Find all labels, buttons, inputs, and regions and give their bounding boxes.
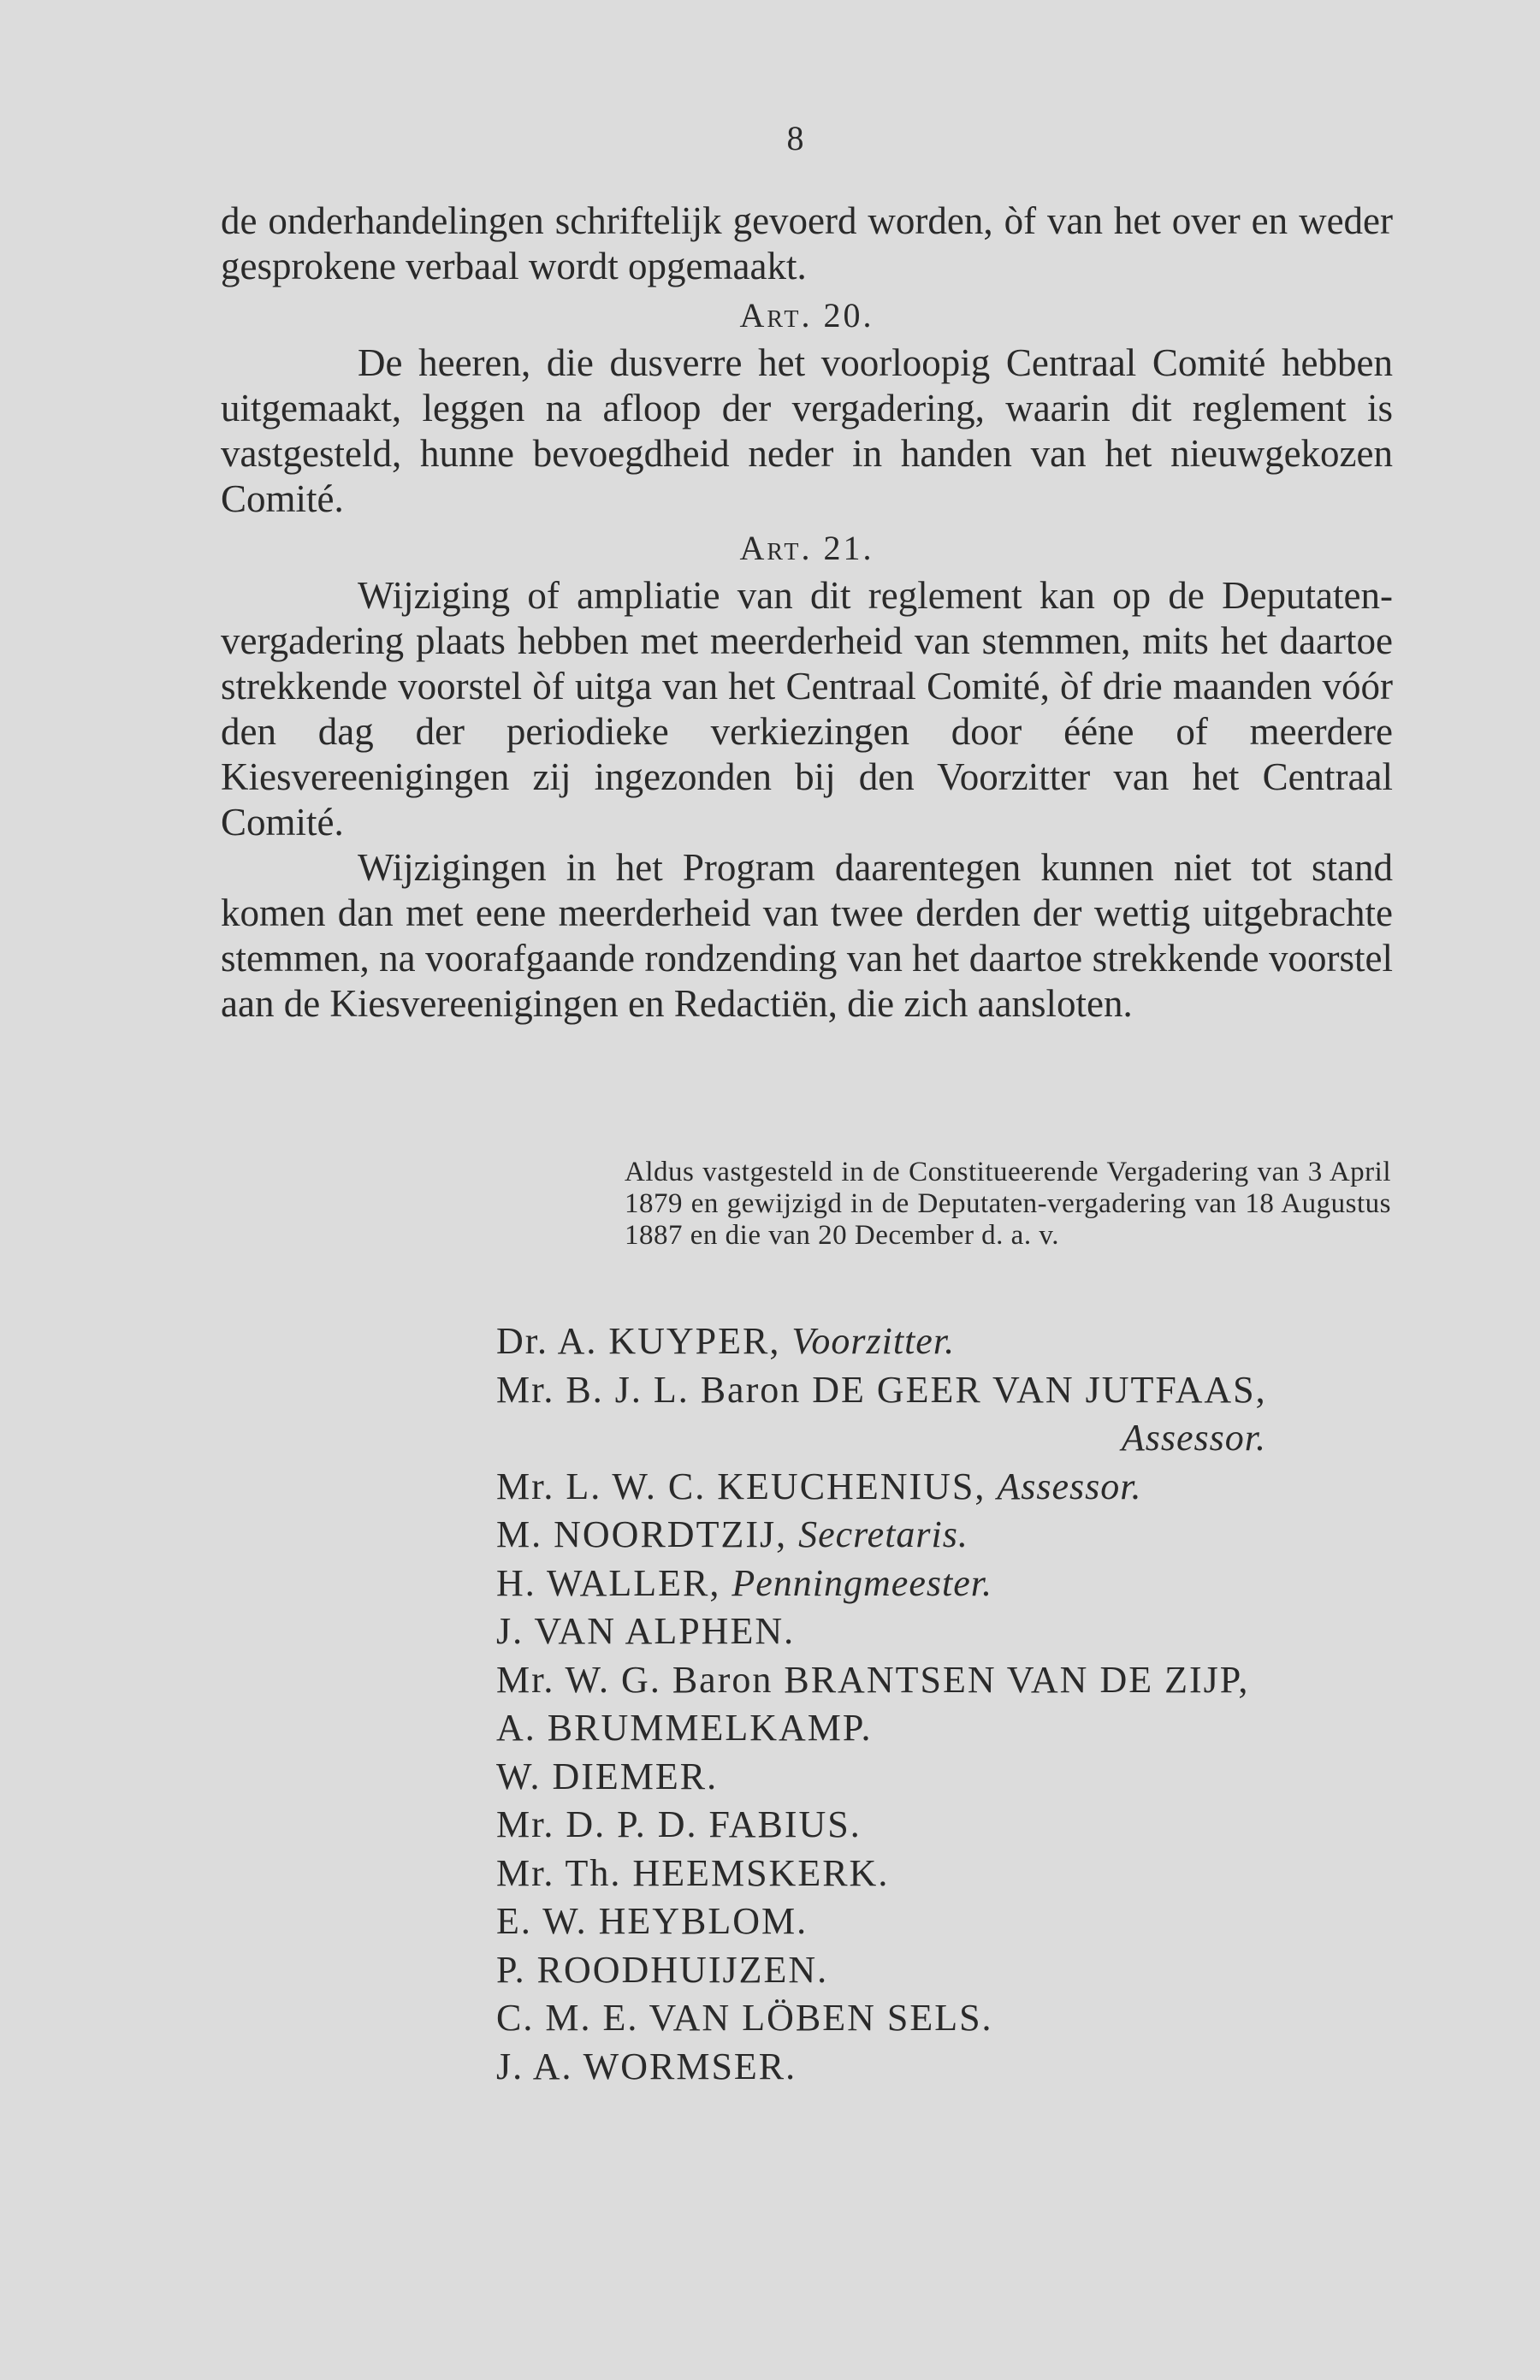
signature-line (496, 1317, 1454, 1366)
signature-name: Mr. W. G. Baron BRANTSEN VAN DE ZIJP, (496, 1658, 1250, 1701)
signature-line (496, 1414, 1266, 1463)
signature-line (496, 2043, 1454, 2092)
signature-line (496, 1753, 1454, 1802)
body-text (221, 198, 1393, 1027)
signature-name: J. VAN ALPHEN. (496, 1610, 796, 1652)
signature-role: Penningmeester. (732, 1561, 992, 1604)
signature-line (496, 1511, 1454, 1560)
signature-role: Assessor. (1121, 1417, 1266, 1459)
signature-name: Mr. Th. HEEMSKERK. (496, 1851, 890, 1894)
signature-name: J. A. WORMSER. (496, 2045, 797, 2087)
signature-line (496, 1994, 1454, 2043)
signature-line (496, 1850, 1454, 1898)
signature-name: Mr. L. W. C. KEUCHENIUS, (496, 1465, 986, 1507)
article-21-paragraph-2: Wijzigingen in het Program daarentegen kunnen niet tot stand komen dan met eene meerderheid van twee derden der wettig uitgebrachte stemmen, na voorafgaande rondzending van het daartoe strekkende voorstel aan de Kiesvereenigingen en Redactiën, die zich aansloten. (221, 846, 1393, 1025)
signature-name: P. ROODHUIJZEN. (496, 1948, 829, 1991)
signature-name: W. DIEMER. (496, 1755, 719, 1797)
signature-line (496, 1463, 1454, 1512)
article-20-paragraph: De heeren, die dusverre het voorloopig Centraal Comité hebben uitgemaakt, leggen na afloop der vergadering, waarin dit reglement is vastgesteld, hunne bevoegdheid neder in handen van het nieuwgekozen Comité. (221, 341, 1393, 520)
signature-role: Secretaris. (798, 1513, 968, 1555)
signature-line (496, 1656, 1454, 1705)
intro-paragraph: de onderhandelingen schriftelijk gevoerd worden, òf van het over en weder gesprokene verbaal wordt opgemaakt. (221, 199, 1393, 287)
signature-line (496, 1560, 1454, 1608)
signature-name: M. NOORDTZIJ, (496, 1513, 788, 1555)
signature-line (496, 1946, 1454, 1995)
signature-role: Assessor. (997, 1465, 1142, 1507)
signature-name: Mr. D. P. D. FABIUS. (496, 1803, 862, 1845)
signature-line (496, 1897, 1454, 1946)
article-21-paragraph-1: Wijziging of ampliatie van dit reglement kan op de Deputaten-vergadering plaats hebben met meerderheid van stemmen, mits het daartoe strekkende voorstel òf uitga van het Centraal Comité, òf drie maanden vóór den dag der periodieke verkiezingen door ééne of meerdere Kiesvereenigingen zij ingezonden bij den Voorzitter van het Centraal Comité. (221, 574, 1393, 844)
signature-name: H. WALLER, (496, 1561, 721, 1604)
signature-line (496, 1704, 1454, 1753)
page-number: 8 (786, 119, 805, 157)
signatures-list (496, 1317, 1454, 2091)
signature-name: E. W. HEYBLOM. (496, 1900, 808, 1942)
signature-role: Voorzitter. (791, 1320, 956, 1362)
signature-line (496, 1366, 1454, 1415)
signature-line (496, 1801, 1454, 1850)
signature-name: Dr. A. KUYPER, (496, 1320, 781, 1362)
article-21-heading: Art. 21. (739, 529, 874, 567)
signature-name: C. M. E. VAN LÖBEN SELS. (496, 1997, 993, 2039)
signature-line (496, 1607, 1454, 1656)
article-20-heading: Art. 20. (739, 296, 874, 335)
signature-name: Mr. B. J. L. Baron DE GEER VAN JUTFAAS, (496, 1368, 1267, 1411)
adoption-note: Aldus vastgesteld in de Constitueerende Vergadering van 3 April 1879 en gewijzigd in de Deputaten-vergadering van 18 Augustus 1887 en die van 20 December d. a. v. (625, 1157, 1391, 1251)
signature-name: A. BRUMMELKAMP. (496, 1707, 873, 1749)
